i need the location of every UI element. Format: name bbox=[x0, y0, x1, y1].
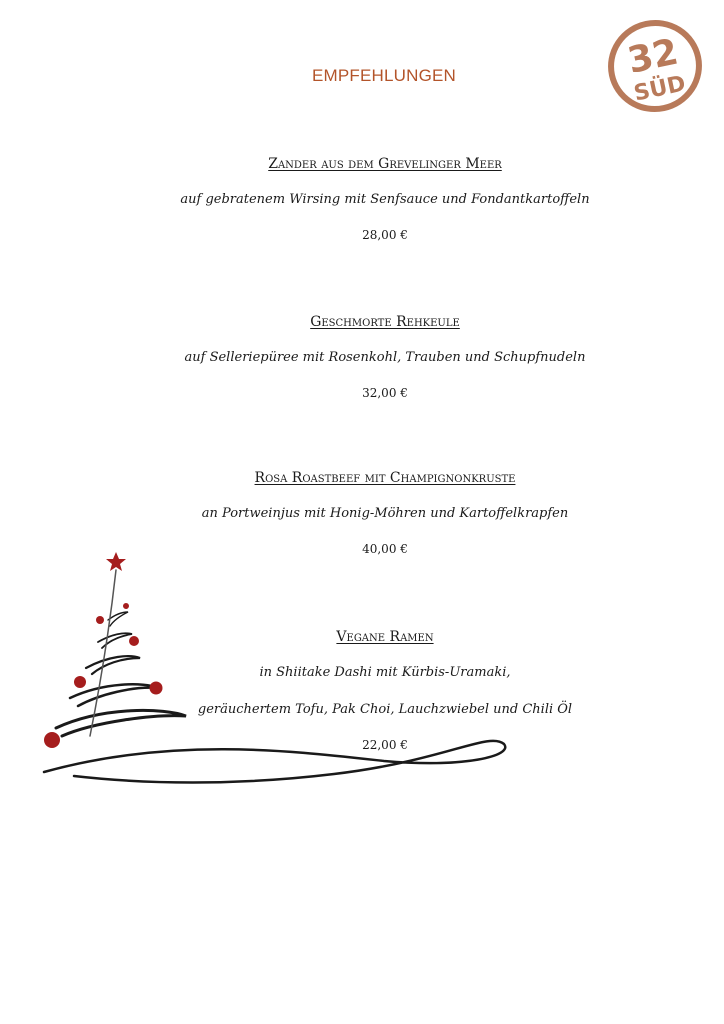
christmas-tree-decoration bbox=[34, 546, 524, 796]
logo-number: 32 bbox=[624, 31, 682, 82]
dish-price: 22,00 € bbox=[362, 738, 408, 752]
dish-price: 32,00 € bbox=[362, 386, 408, 400]
dish-description: an Portweinjus mit Honig-Möhren und Kartoffelkrapfen bbox=[201, 506, 569, 521]
tree-line-4 bbox=[70, 684, 158, 706]
dish-description-line-2: geräuchertem Tofu, Pak Choi, Lauchzwiebel und Chili Öl bbox=[197, 702, 573, 717]
dish-item bbox=[0, 311, 724, 400]
ornament bbox=[74, 676, 86, 688]
dish-item bbox=[0, 153, 724, 242]
ornament bbox=[150, 682, 163, 695]
dish-price: 28,00 € bbox=[362, 228, 408, 242]
tree-line-bottom bbox=[56, 710, 186, 736]
tree-line-3 bbox=[86, 656, 140, 674]
dish-name: Zander aus dem Grevelinger Meer bbox=[268, 156, 502, 172]
tree-line-2 bbox=[98, 633, 132, 648]
restaurant-logo bbox=[605, 14, 705, 118]
ornament bbox=[44, 732, 60, 748]
ornament bbox=[123, 603, 129, 609]
logo-word: SÜD bbox=[631, 71, 688, 107]
page-title: EMPFEHLUNGEN bbox=[311, 66, 457, 85]
dish-price: 40,00 € bbox=[362, 542, 408, 556]
tree-swirl-main bbox=[44, 741, 505, 783]
dish-description: auf gebratenem Wirsing mit Senfsauce und Fondantkartoffeln bbox=[180, 192, 590, 207]
dish-description: in Shiitake Dashi mit Kürbis-Uramaki, bbox=[259, 665, 511, 680]
dish-name: Rosa Roastbeef mit Champignonkruste bbox=[254, 470, 516, 486]
dish-name: Geschmorte Rehkeule bbox=[310, 314, 460, 330]
ornament bbox=[129, 636, 139, 646]
dish-description: auf Selleriepüree mit Rosenkohl, Trauben und Schupfnudeln bbox=[184, 350, 586, 365]
ornament bbox=[96, 616, 104, 624]
star-icon bbox=[106, 552, 126, 571]
dish-item bbox=[0, 467, 724, 556]
dish-name: Vegane Ramen bbox=[336, 629, 434, 645]
